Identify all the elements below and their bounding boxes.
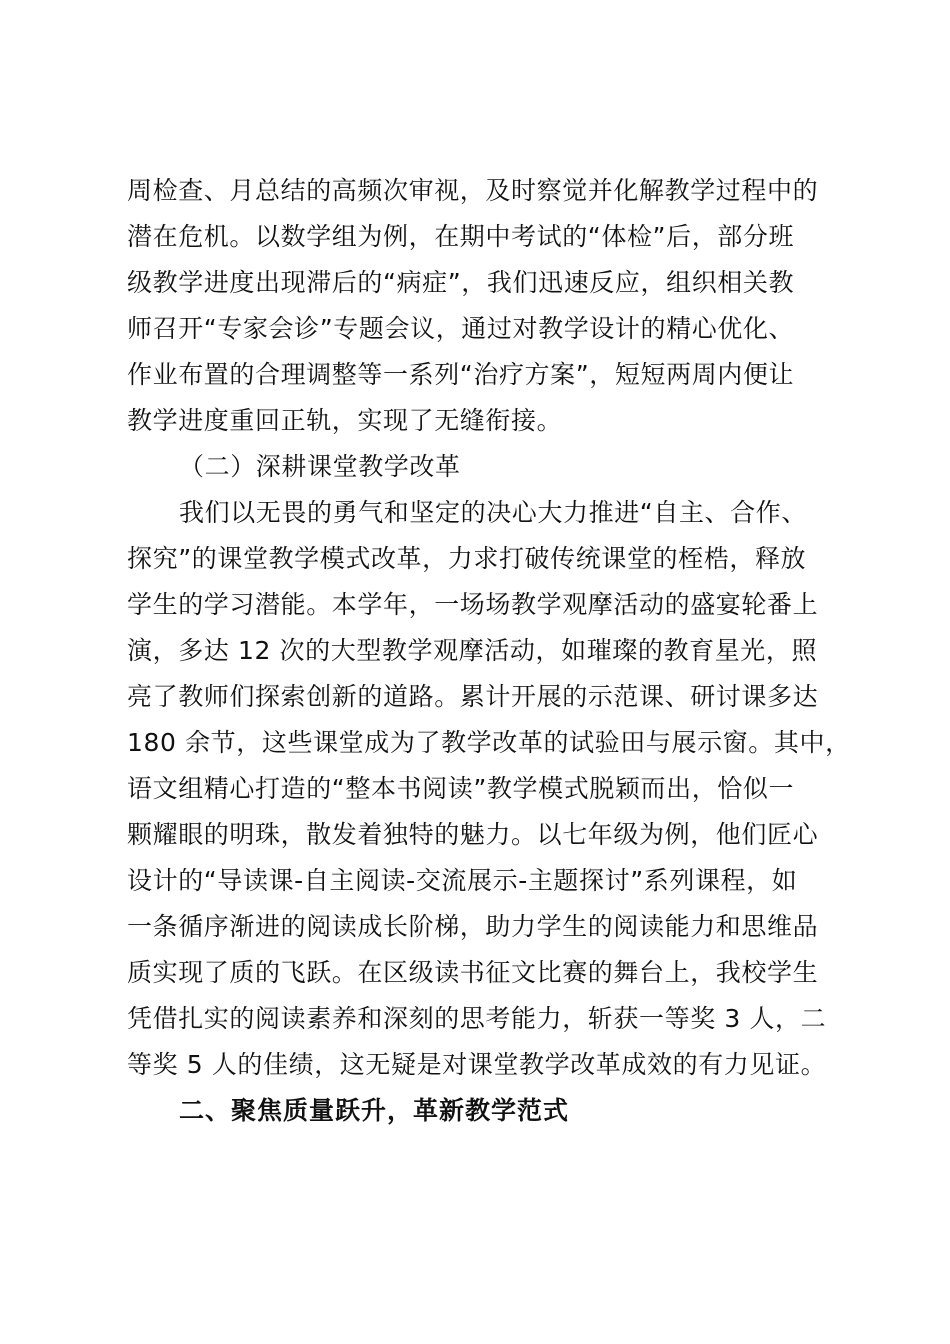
- paragraph-line: 周检查、月总结的高频次审视，及时察觉并化解教学过程中的: [127, 176, 819, 205]
- paragraph-line: 亮了教师们探索创新的道路。累计开展的示范课、研讨课多达: [127, 682, 819, 711]
- paragraph-line: 作业布置的合理调整等一系列“治疗方案”，短短两周内便让: [127, 360, 795, 389]
- paragraph-line: 演，多达 12 次的大型教学观摩活动，如璀璨的教育星光，照: [127, 636, 818, 665]
- paragraph-monitoring: [127, 168, 833, 444]
- paragraph-line: 语文组精心打造的“整本书阅读”教学模式脱颖而出，恰似一: [127, 774, 795, 803]
- paragraph-line: 质实现了质的飞跃。在区级读书征文比赛的舞台上，我校学生: [127, 958, 819, 987]
- subheading-classroom-reform: （二）深耕课堂教学改革: [179, 452, 461, 481]
- paragraph-classroom-reform: [127, 490, 851, 1088]
- paragraph-line: 我们以无畏的勇气和坚定的决心大力推进“自主、合作、: [179, 498, 807, 527]
- paragraph-line: 学生的学习潜能。本学年，一场场教学观摩活动的盛宴轮番上: [127, 590, 819, 619]
- paragraph-line: 一条循序渐进的阅读成长阶梯，助力学生的阅读能力和思维品: [127, 912, 819, 941]
- paragraph-line: 潜在危机。以数学组为例，在期中考试的“体检”后，部分班: [127, 222, 795, 251]
- paragraph-line: 探究”的课堂教学模式改革，力求打破传统课堂的桎梏，释放: [127, 544, 807, 573]
- document-body: [127, 168, 851, 1134]
- paragraph-line: 颗耀眼的明珠，散发着独特的魅力。以七年级为例，他们匠心: [127, 820, 819, 849]
- section-heading-quality: 二、聚焦质量跃升，革新教学范式: [179, 1096, 570, 1125]
- paragraph-line: 级教学进度出现滞后的“病症”，我们迅速反应，组织相关教: [127, 268, 795, 297]
- paragraph-line: 180 余节，这些课堂成为了教学改革的试验田与展示窗。其中，: [127, 728, 851, 757]
- paragraph-line: 设计的“导读课-自主阅读-交流展示-主题探讨”系列课程，如: [127, 866, 798, 895]
- paragraph-line: 师召开“专家会诊”专题会议，通过对教学设计的精心优化、: [127, 314, 795, 343]
- paragraph-line: 教学进度重回正轨，实现了无缝衔接。: [127, 406, 563, 435]
- paragraph-line: 凭借扎实的阅读素养和深刻的思考能力，斩获一等奖 3 人，二: [127, 1004, 827, 1033]
- paragraph-line: 等奖 5 人的佳绩，这无疑是对课堂教学改革成效的有力见证。: [127, 1050, 827, 1079]
